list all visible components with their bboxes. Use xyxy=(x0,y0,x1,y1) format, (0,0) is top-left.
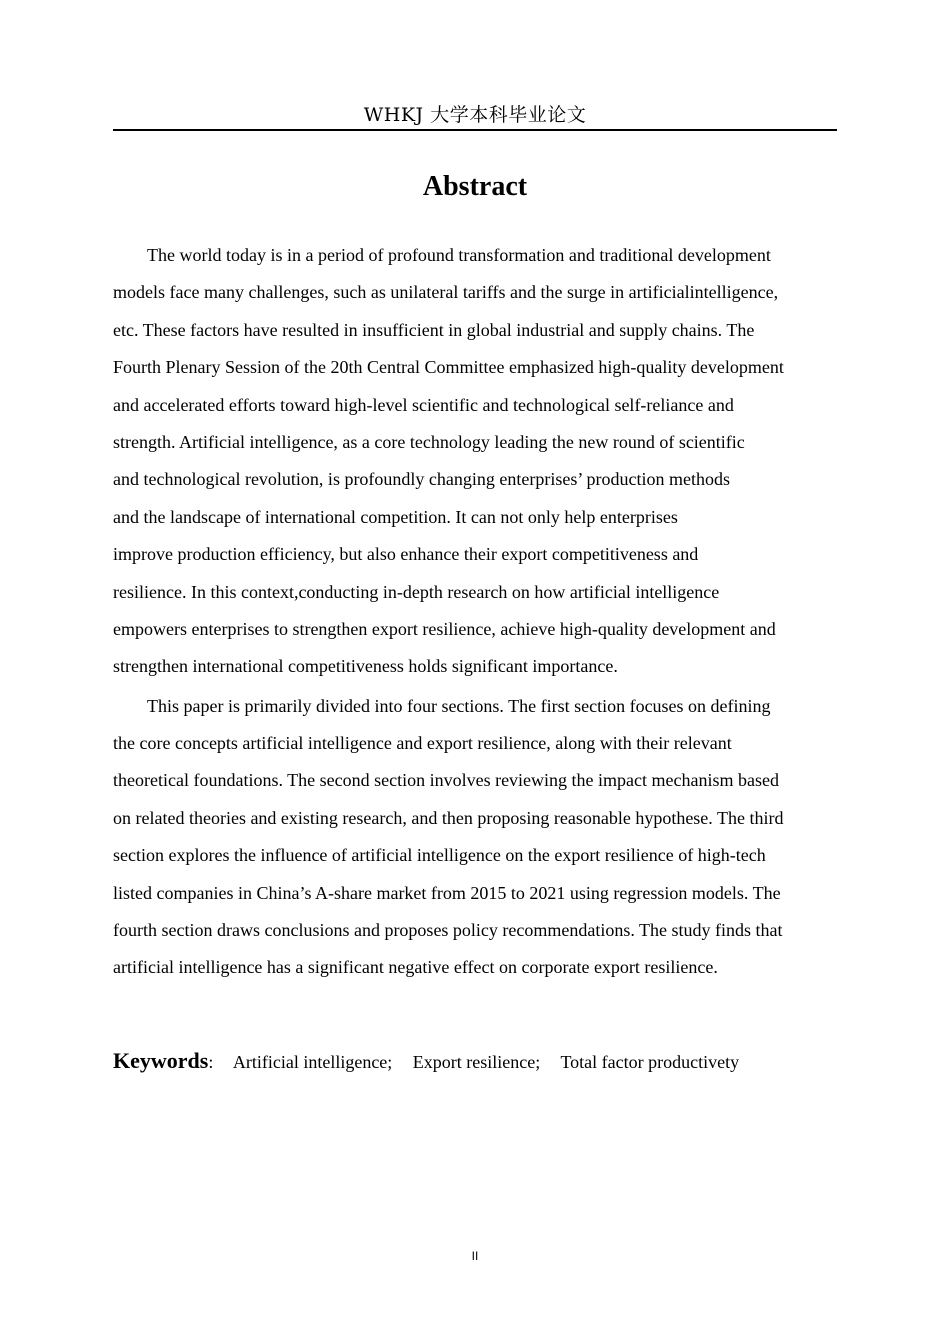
text-line: and technological revolution, is profoundly changing enterprises’ production methods xyxy=(113,469,731,490)
text-line: artificial intelligence has a significant negative effect on corporate export resilience. xyxy=(113,957,718,978)
text-line: Fourth Plenary Session of the 20th Central Committee emphasized high-quality development xyxy=(113,357,784,378)
abstract-title: Abstract xyxy=(422,171,528,202)
running-header: WHKJ 大学本科毕业论文 xyxy=(363,104,587,126)
abstract-paragraph-2 xyxy=(113,688,837,987)
text-line: This paper is primarily divided into four sections. The first section focuses on defining xyxy=(147,695,771,716)
text-line: on related theories and existing research, and then proposing reasonable hypothese. The third xyxy=(113,807,784,828)
abstract-body xyxy=(113,237,837,987)
text-line: improve production efficiency, but also enhance their export competitiveness and xyxy=(113,544,699,565)
text-line: listed companies in China’s A-share market from 2015 to 2021 using regression models. The xyxy=(113,882,781,903)
text-line: empowers enterprises to strengthen export resilience, achieve high-quality development and xyxy=(113,618,776,639)
keyword-item: Total factor productivety xyxy=(560,1052,740,1072)
page-number: II xyxy=(471,1249,479,1263)
text-line: and accelerated efforts toward high-level scientific and technological self-reliance and xyxy=(113,394,734,415)
keywords-colon: : xyxy=(208,1052,214,1072)
text-line: and the landscape of international competition. It can not only help enterprises xyxy=(113,506,678,527)
text-line: strength. Artificial intelligence, as a core technology leading the new round of scientific xyxy=(113,431,745,452)
keywords-label: Keywords xyxy=(113,1048,209,1073)
text-line: resilience. In this context,conducting in-depth research on how artificial intelligence xyxy=(113,581,720,602)
keywords-line xyxy=(113,1044,837,1079)
text-line: The world today is in a period of profound transformation and traditional development xyxy=(147,245,771,265)
abstract-paragraph-1 xyxy=(113,237,837,686)
text-line: theoretical foundations. The second section involves reviewing the impact mechanism based xyxy=(113,770,779,791)
text-line: fourth section draws conclusions and proposes policy recommendations. The study finds that xyxy=(113,920,783,941)
text-line: etc. These factors have resulted in insufficient in global industrial and supply chains. The xyxy=(113,319,755,340)
text-line: the core concepts artificial intelligence and export resilience, along with their relevant xyxy=(113,733,732,754)
text-line: section explores the influence of artificial intelligence on the export resilience of high-tech xyxy=(113,845,766,866)
header-rule xyxy=(113,129,837,131)
keyword-item: Artificial intelligence; xyxy=(232,1052,393,1072)
text-line: strengthen international competitiveness holds significant importance. xyxy=(113,656,618,677)
text-line: models face many challenges, such as unilateral tariffs and the surge in artificialintelligence, xyxy=(113,282,779,303)
keyword-item: Export resilience; xyxy=(412,1052,541,1072)
